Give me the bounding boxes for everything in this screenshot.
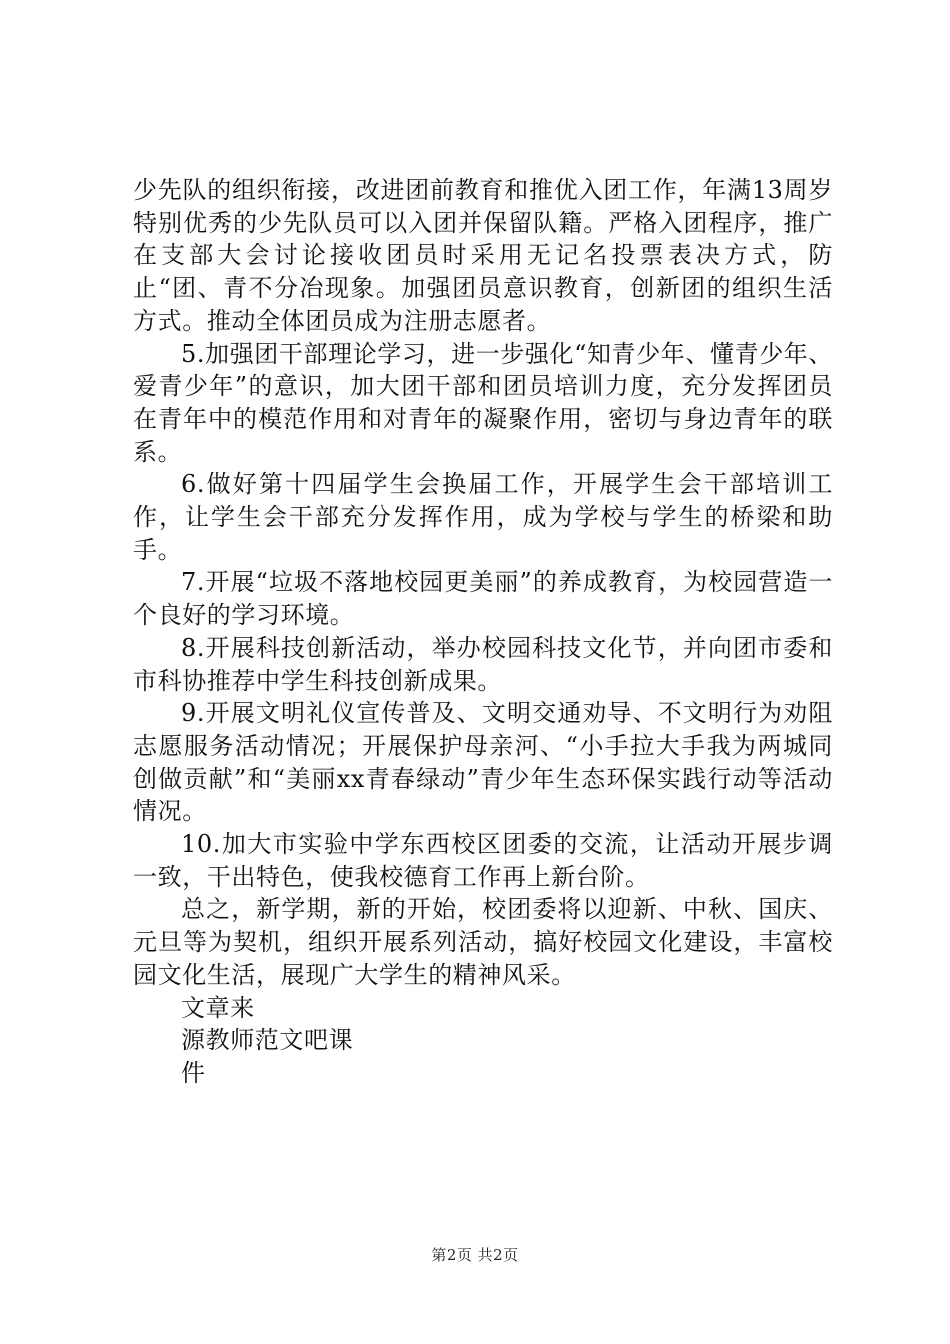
paragraph-item-7: 7.开展“垃圾不落地校园更美丽”的养成教育，为校园营造一个良好的学习环境。	[133, 568, 833, 630]
paragraph-continuation: 少先队的组织衔接，改进团前教育和推优入团工作，年满13周岁特别优秀的少先队员可以入团并保留队籍。严格入团程序，推广在支部大会讨论接收团员时采用无记名投票表决方式，防止“团、青不分冶现象。加强团员意识教育，创新团的组织生活方式。推动全体团员成为注册志愿者。	[133, 176, 833, 335]
document-body	[133, 174, 833, 1090]
source-line-1: 文章来	[181, 993, 255, 1022]
paragraph-item-10: 10.加大市实验中学东西校区团委的交流，让活动开展步调一致，干出特色，使我校德育工作再上新台阶。	[133, 830, 833, 891]
paragraph-item-6: 6.做好第十四届学生会换届工作，开展学生会干部培训工作，让学生会干部充分发挥作用，成为学校与学生的桥梁和助手。	[133, 470, 833, 564]
source-line-3: 件	[181, 1058, 206, 1087]
paragraph-item-5: 5.加强团干部理论学习，进一步强化“知青少年、懂青少年、爱青少年”的意识，加大团干部和团员培训力度，充分发挥团员在青年中的模范作用和对青年的凝聚作用，密切与身边青年的联系。	[133, 339, 833, 466]
paragraph-summary: 总之，新学期，新的开始，校团委将以迎新、中秋、国庆、元旦等为契机，组织开展系列活动，搞好校园文化建设，丰富校园文化生活，展现广大学生的精神风采。	[133, 895, 833, 989]
paragraph-item-8: 8.开展科技创新活动，举办校园科技文化节，并向团市委和市科协推荐中学生科技创新成果。	[133, 633, 833, 695]
paragraph-item-9: 9.开展文明礼仪宣传普及、文明交通劝导、不文明行为劝阻志愿服务活动情况；开展保护母亲河、“小手拉大手我为两城同创做贡献”和“美丽xx青春绿动”青少年生态环保实践行动等活动情况。	[133, 699, 833, 826]
source-line-2: 源教师范文吧课	[181, 1026, 354, 1055]
page-number-footer: 第2页 共2页	[431, 1246, 519, 1264]
